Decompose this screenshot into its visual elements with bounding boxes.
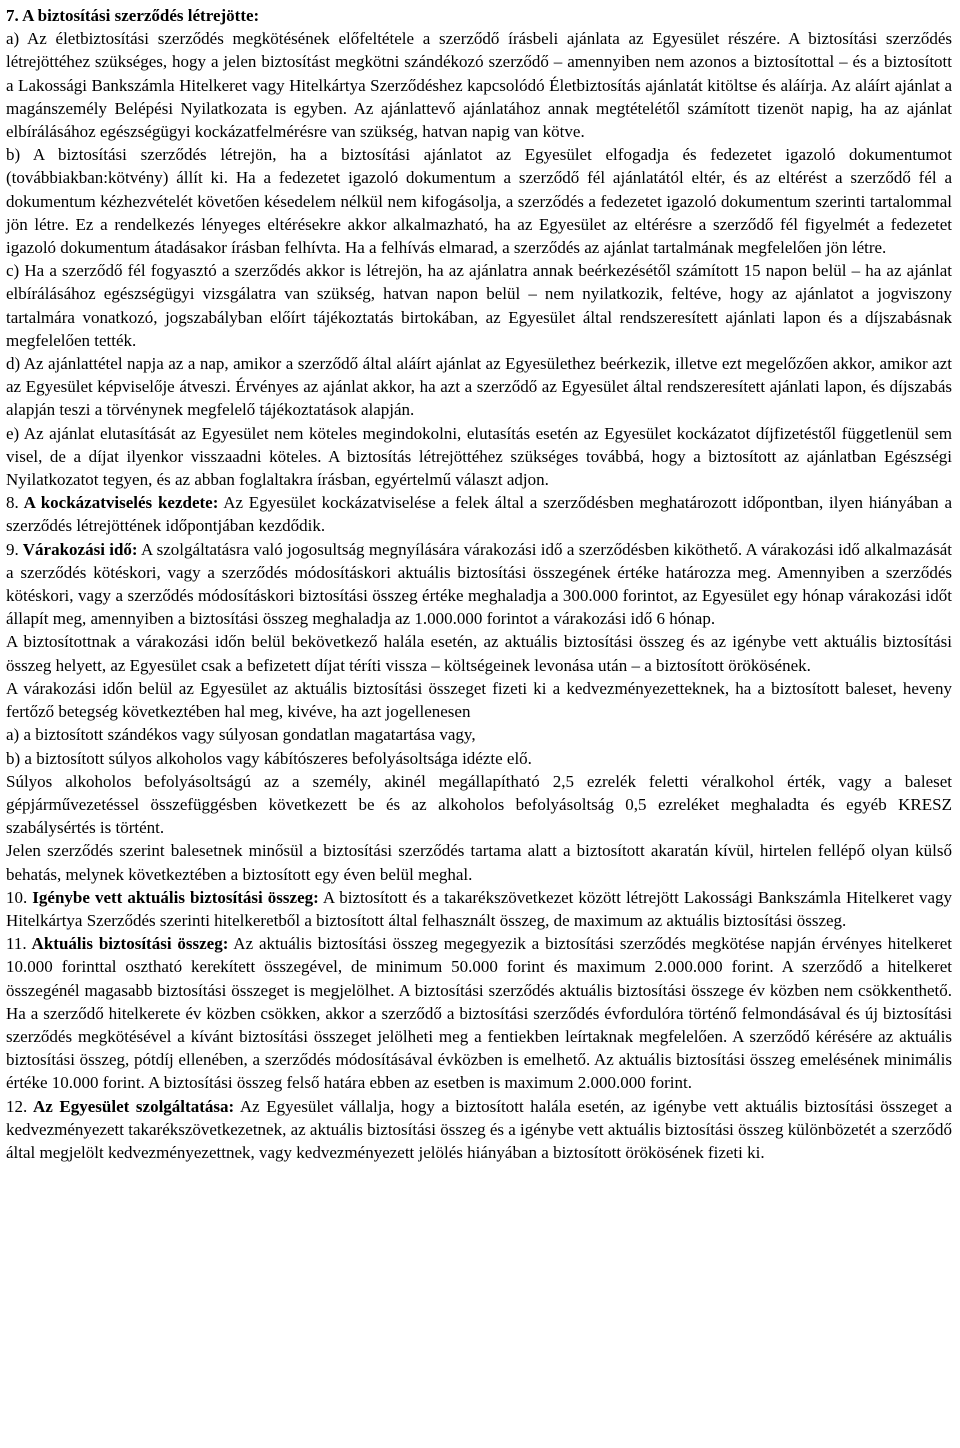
section-title: A biztosítási szerződés létrejötte: [22, 6, 260, 25]
section-heading-7 [6, 4, 952, 27]
paragraph: A várakozási időn belül az Egyesület az aktuális biztosítási összeget fizeti ki a kedvezményezetteknek, ha a biztosított baleset, heveny fertőző betegség következtében hal meg, kivéve, ha azt jogellenesen [6, 678, 952, 722]
section-body: A biztosított és a takarékszövetkezet között létrejött Lakossági Bankszámla Hitelkeret vagy Hitelkártya Szerződés szerinti hitelkeretből a biztosított által felhasznált összeg, de maximum az aktuális biztosítási összeg. [6, 887, 953, 930]
section-number: 10. [6, 887, 28, 907]
paragraph: a) Az életbiztosítási szerződés megkötésének előfeltétele a szerződő írásbeli ajánlata az Egyesület részére. A biztosítási szerződés létrejöttéhez szükséges, hogy a jelen biztosítást megkötni szándékozó szerződő – amennyiben nem azonos a biztosítottal – és a biztosított a Lakossági Bankszámla Hitelkeret vagy Hitelkártya Szerződéshez kapcsolódó Életbiztosítás ajánlatát kitöltse és aláírja. Az aláírt ajánlat a magánszemély Belépési Nyilatkozata is egyben. Az ajánlattevő ajánlatához annak megtételétől számított tizenöt napig, ha az ajánlat elbírálásához egészségügyi kockázatfelmérésre van szükség, hatvan napig van kötve. [6, 29, 952, 142]
section-title: Várakozási idő: [22, 539, 138, 559]
paragraph: b) a biztosított súlyos alkoholos vagy kábítószeres befolyásoltsága idézte elő. [6, 748, 532, 768]
paragraph: Súlyos alkoholos befolyásoltságú az a személy, akinél megállapítható 2,5 ezrelék feletti véralkohol érték, vagy a baleset gépjárművezetéssel összefüggésben következett be és az alkoholos befolyásoltság 0,5 ezreléket meghaladta és egyéb KRESZ szabálysértés is történt. [6, 771, 952, 838]
paragraph: c) Ha a szerződő fél fogyasztó a szerződés akkor is létrejön, ha az ajánlatra annak beérkezésétől számított 15 napon belül – ha az ajánlat elbírálásához egészségügyi vizsgálatra van szükség, hatvan napon belül – nem nyilatkozik, feltéve, hogy az ajánlatot a jogviszony tartalmára vonatkozó, jogszabályban előírt tájékoztatás birtokában, az Egyesület által rendszeresített ajánlati lapon és a díjszabásnak megfelelően tették. [6, 261, 952, 350]
paragraph: d) Az ajánlattétel napja az a nap, amikor a szerződő által aláírt ajánlat az Egyesülethez beérkezik, illetve ezt megelőzően akkor, amikor azt az Egyesület képviselője átveszi. Érvényes az ajánlat akkor, ha azt a szerződő az Egyesület által rendszeresített ajánlati lapon, és díjszabás alapján teszi a törvénynek megfelelő tájékoztatások alapján. [6, 354, 952, 420]
section-heading-9 [6, 538, 952, 631]
section-body: Az aktuális biztosítási összeg megegyezik a biztosítási szerződés megkötése napján érvényes hitelkeret 10.000 forinttal osztható kerekített összegével, de minimum 50.000 forint és maximum 2.000.000 forint. A szerződő a hitelkeret összegénél magasabb biztosítási összeget is megjelölhet. A biztosítási szerződés aktuális biztosítási összege év közben nem csökkenthető. Ha a szerződő hitelkerete év közben csökken, akkor a szerződő a biztosítási szerződés évfordulóra történő felmondásával és új biztosítási szerződés megkötésével a kívánt biztosítási összeget jelölheti meg a fentiekben leírtaknak megfelelően. A szerződő kérésére az aktuális biztosítási összeg, pótdíj ellenében, a szerződés módosításával évközben is emelhető. Az aktuális biztosítási összeg emelésének minimális értéke 10.000 forint. A biztosítási összeg felső határa ebben az esetben is maximum 2.000.000 forint. [6, 934, 952, 1093]
section-title: Az Egyesület szolgáltatása: [32, 1096, 235, 1116]
paragraph: b) A biztosítási szerződés létrejön, ha a biztosítási ajánlatot az Egyesület elfogadja és fedezetet igazoló dokumentumot (továbbiakban:kötvény) állít ki. Ha a fedezetet igazoló dokumentum a szerződő fél ajánlatától eltér, és az eltérést a szerződő fél a dokumentum kézhezvételét követően késedelem nélkül nem kifogásolja, a szerződés a fedezetet igazoló dokumentum szerinti tartalommal jön létre. Ez a rendelkezés lényeges eltérésekre akkor alkalmazható, ha az Egyesület az eltérésre a szerződő fél figyelmét a fedezetet igazoló dokumentum átadásakor írásban felhívta. Ha a felhívás elmarad, a szerződés az ajánlat tartalmának megfelelően jön létre. [6, 145, 952, 258]
section-number: 8. [6, 493, 19, 513]
section-number: 12. [6, 1096, 28, 1116]
paragraph: e) Az ajánlat elutasítását az Egyesület nem köteles megindokolni, elutasítás esetén az Egyesület kockázatot díjfizetéstől függetlenül sem visel, de a díjat ilyenkor visszaadni köteles. A biztosítás létrejöttéhez szükséges továbbá, hogy a biztosított az ajánlatban Egészségi Nyilatkozatot tegyen, és az abban foglaltakra írásban, egyértelmű választ adjon. [6, 423, 952, 490]
paragraph: Jelen szerződés szerint balesetnek minősül a biztosítási szerződés tartama alatt a biztosított akaratán kívül, hirtelen fellépő olyan külső behatás, melynek következtében a biztosított egy éven belül meghal. [6, 841, 952, 884]
paragraph: a) a biztosított szándékos vagy súlyosan gondatlan magatartása vagy, [6, 725, 476, 745]
section-number: 9. [6, 539, 19, 559]
section-body: Az Egyesület vállalja, hogy a biztosított halála esetén, az igénybe vett aktuális biztosítási összeget a kedvezményezett takarékszövetkezetnek, az aktuális biztosítási összeg és a igénybe vett aktuális biztosítási összeg különbözetét a szerződő által megjelölt kedvezményezettnek, vagy kedvezményezett jelölés hiányában a biztosított örökösének fizeti ki. [6, 1096, 953, 1162]
paragraph: A biztosítottnak a várakozási időn belül bekövetkező halála esetén, az aktuális biztosítási összeg és az igénybe vett aktuális biztosítási összeg helyett, az Egyesület csak a befizetett díjat téríti vissza – költségeinek levonása után – a biztosított örökösének. [6, 632, 952, 675]
section-title: Igénybe vett aktuális biztosítási összeg: [32, 887, 319, 907]
section-heading-8 [6, 491, 952, 537]
section-title: Aktuális biztosítási összeg: [31, 934, 229, 954]
section-heading-11 [6, 932, 952, 1094]
section-body: Az Egyesület kockázatviselése a felek által a szerződésben meghatározott időpontban, ilyen hiányában a szerződés létrejöttének időpontjában kezdődik. [6, 493, 953, 536]
section-heading-10 [6, 886, 952, 932]
section-body: A szolgáltatásra való jogosultság megnyílására várakozási idő a szerződésben kiköthető. A várakozási idő alkalmazását a szerződés kötéskori, vagy a szerződés módosításkori aktuális biztosítási összegének értéke határozza meg. Amennyiben a szerződés kötéskori, vagy a szerződés módosításkori biztosítási összeg értéke meghaladja a 300.000 forintot, az Egyesület egy hónap várakozási időt állapít meg, amennyiben a biztosítási összeg meghaladja az 1.000.000 forintot a várakozási idő 6 hónap. [6, 539, 952, 629]
section-number: 11. [6, 934, 27, 954]
section-title: A kockázatviselés kezdete: [23, 493, 219, 513]
section-number: 7. [6, 6, 19, 25]
section-heading-12 [6, 1095, 952, 1165]
